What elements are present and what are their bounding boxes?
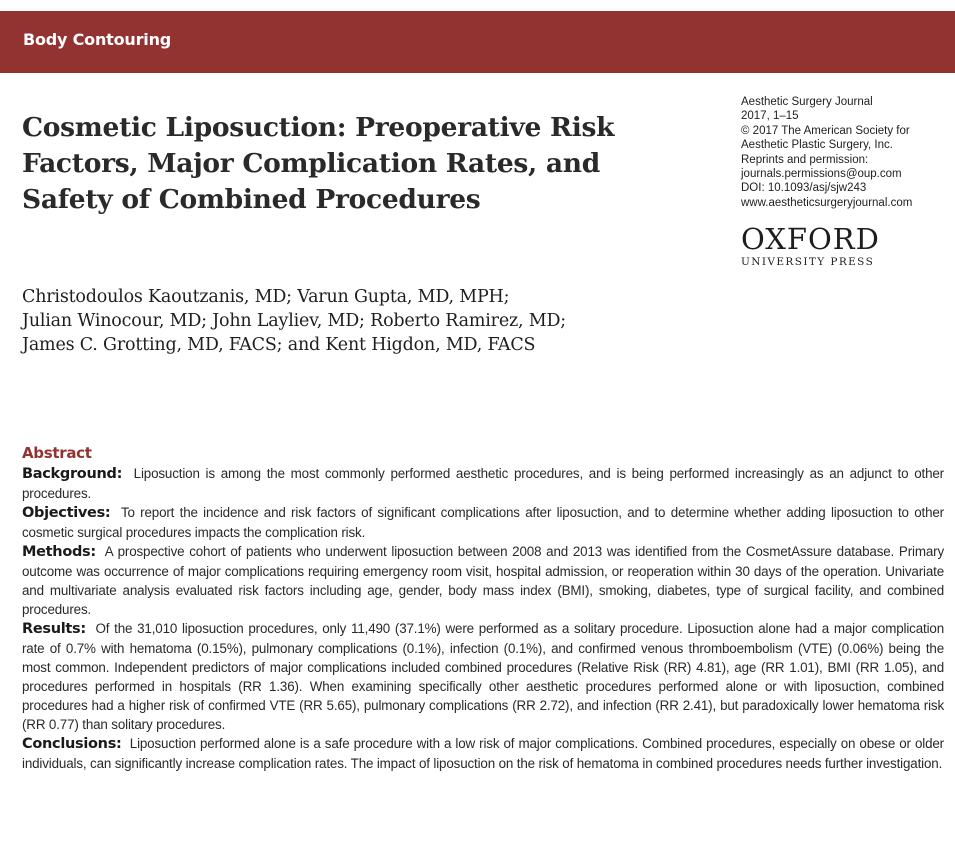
title-line: Safety of Combined Procedures [22,184,481,215]
methods-text: A prospective cohort of patients who underwent liposuction between 2008 and 2013 was identified from the CosmetAssure database. Primary outcome was occurrence of major complications requiring emergency room visit, hospital admission, or reoperation within 30 days of the operation. Univariate and multivariate analysis evaluated risk factors including age, gender, body mass index (BMI), smoking, diabetes, type of surgical facility, and combined procedures. [22,544,944,617]
title-line: Factors, Major Complication Rates, and [22,148,600,179]
title-line: Cosmetic Liposuction: Preoperative Risk [22,112,615,143]
conclusions-label: Conclusions: [22,736,122,752]
abstract-background [22,464,944,503]
abstract-results [22,619,944,734]
results-label: Results: [22,621,86,637]
copyright-line: Aesthetic Plastic Surgery, Inc. [741,139,893,152]
article-title [22,110,662,218]
abstract-conclusions [22,734,944,773]
abstract-heading: Abstract [22,444,92,462]
abstract-objectives [22,503,944,542]
conclusions-text: Liposuction performed alone is a safe procedure with a low risk of major complications. Combined procedures, especially on obese or older individuals, can significantly increase complication rates. The impact of liposuction on the risk of hematoma in combined procedures needs further investigation. [22,736,944,771]
objectives-label: Objectives: [22,505,111,521]
journal-website[interactable]: www.aestheticsurgeryjournal.com [741,196,913,209]
publisher-name: OXFORD [741,222,880,256]
journal-year-pages: 2017, 1–15 [741,110,799,123]
abstract [22,443,944,773]
methods-label: Methods: [22,544,96,560]
permissions-email[interactable]: journals.permissions@oup.com [741,168,902,181]
section-label: Body Contouring [23,30,172,49]
abstract-methods [22,542,944,619]
author-line: Julian Winocour, MD; John Layliev, MD; Roberto Ramirez, MD; [22,311,566,331]
background-text: Liposuction is among the most commonly performed aesthetic procedures, and is being performed increasingly as an adjunct to other procedures. [22,466,944,501]
copyright-line: © 2017 The American Society for [741,124,910,137]
doi[interactable]: DOI: 10.1093/asj/sjw243 [741,182,867,195]
author-list [22,285,566,357]
objectives-text: To report the incidence and risk factors of significant complications after liposuction, and to determine whether adding liposuction to other cosmetic surgical procedures impacts the complication risk. [22,505,944,540]
background-label: Background: [22,466,123,482]
publisher-logo [741,224,901,268]
publisher-subtitle: UNIVERSITY PRESS [741,256,875,268]
journal-info [741,95,951,210]
reprints-label: Reprints and permission: [741,153,869,166]
author-line: Christodoulos Kaoutzanis, MD; Varun Gupta, MD, MPH; [22,287,510,307]
journal-name: Aesthetic Surgery Journal [741,96,873,108]
author-line: James C. Grotting, MD, FACS; and Kent Higdon, MD, FACS [22,335,536,355]
results-text: Of the 31,010 liposuction procedures, only 11,490 (37.1%) were performed as a solitary procedure. Liposuction alone had a major complication rate of 0.7% with hematoma (0.15%), pulmonary complications (0.1%), infection (0.1%), and confirmed venous thromboembolism (VTE) (0.06%) being the most common. Independent predictors of major complications included combined procedures (Relative Risk (RR) 4.81), age (RR 1.01), BMI (RR 1.05), and procedures performed in hospitals (RR 1.36). When examining specifically other aesthetic procedures performed alone or with liposuction, combined procedures had a higher risk of confirmed VTE (RR 5.65), pulmonary complications (RR 2.72), and infection (RR 2.41), but paradoxically lower hematoma risk (RR 0.77) than solitary procedures. [22,621,944,732]
